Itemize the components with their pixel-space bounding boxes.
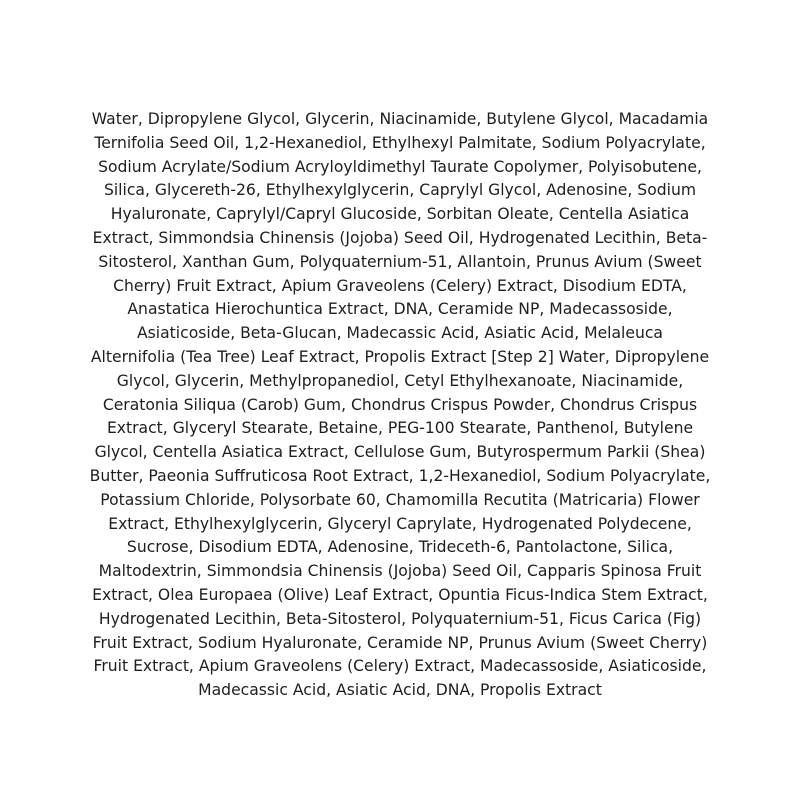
- ingredients-line: Sitosterol, Xanthan Gum, Polyquaternium-51, Allantoin, Prunus Avium (Sweet: [98, 252, 702, 271]
- ingredients-line: Asiaticoside, Beta-Glucan, Madecassic Acid, Asiatic Acid, Melaleuca: [137, 324, 663, 343]
- ingredients-line: Potassium Chloride, Polysorbate 60, Chamomilla Recutita (Matricaria) Flower: [100, 490, 700, 509]
- ingredients-line: Extract, Olea Europaea (Olive) Leaf Extract, Opuntia Ficus-Indica Stem Extract,: [92, 585, 708, 604]
- ingredients-line: Fruit Extract, Sodium Hyaluronate, Ceramide NP, Prunus Avium (Sweet Cherry): [92, 633, 708, 652]
- ingredients-line: Glycol, Centella Asiatica Extract, Cellulose Gum, Butyrospermum Parkii (Shea): [94, 443, 706, 462]
- ingredients-line: Fruit Extract, Apium Graveolens (Celery) Extract, Madecassoside, Asiaticoside,: [93, 657, 707, 676]
- ingredients-line: Cherry) Fruit Extract, Apium Graveolens (Celery) Extract, Disodium EDTA,: [113, 276, 687, 295]
- ingredients-line: Glycol, Glycerin, Methylpropanediol, Cetyl Ethylhexanoate, Niacinamide,: [116, 371, 684, 390]
- ingredients-line: Anastatica Hierochuntica Extract, DNA, Ceramide NP, Madecassoside,: [127, 300, 673, 319]
- ingredients-line: Water, Dipropylene Glycol, Glycerin, Niacinamide, Butylene Glycol, Macadamia: [91, 110, 709, 128]
- ingredients-line: Madecassic Acid, Asiatic Acid, DNA, Propolis Extract: [198, 681, 602, 700]
- ingredients-line: Alternifolia (Tea Tree) Leaf Extract, Propolis Extract [Step 2] Water, Dipropylene: [90, 347, 710, 366]
- ingredients-line: Butter, Paeonia Suffruticosa Root Extract, 1,2-Hexanediol, Sodium Polyacrylate,: [89, 466, 711, 485]
- ingredients-line: Extract, Ethylhexylglycerin, Glyceryl Caprylate, Hydrogenated Polydecene,: [108, 514, 692, 533]
- ingredients-line: Hyaluronate, Caprylyl/Capryl Glucoside, Sorbitan Oleate, Centella Asiatica: [110, 205, 690, 224]
- ingredients-line: Hydrogenated Lecithin, Beta-Sitosterol, Polyquaternium-51, Ficus Carica (Fig): [98, 609, 702, 628]
- ingredients-line: Maltodextrin, Simmondsia Chinensis (Jojoba) Seed Oil, Capparis Spinosa Fruit: [98, 562, 702, 581]
- ingredients-line: Silica, Glycereth-26, Ethylhexylglycerin, Caprylyl Glycol, Adenosine, Sodium: [103, 181, 697, 200]
- ingredients-list: [60, 108, 740, 703]
- ingredients-line: Ceratonia Siliqua (Carob) Gum, Chondrus Crispus Powder, Chondrus Crispus: [102, 395, 698, 414]
- ingredients-line: Extract, Glyceryl Stearate, Betaine, PEG-100 Stearate, Panthenol, Butylene: [106, 419, 694, 438]
- ingredients-line: Sodium Acrylate/Sodium Acryloyldimethyl Taurate Copolymer, Polyisobutene,: [98, 157, 702, 176]
- ingredients-line: Ternifolia Seed Oil, 1,2-Hexanediol, Ethylhexyl Palmitate, Sodium Polyacrylate,: [94, 133, 706, 152]
- ingredients-line: Sucrose, Disodium EDTA, Adenosine, Trideceth-6, Pantolactone, Silica,: [126, 538, 674, 557]
- ingredients-line: Extract, Simmondsia Chinensis (Jojoba) Seed Oil, Hydrogenated Lecithin, Beta-: [92, 228, 708, 247]
